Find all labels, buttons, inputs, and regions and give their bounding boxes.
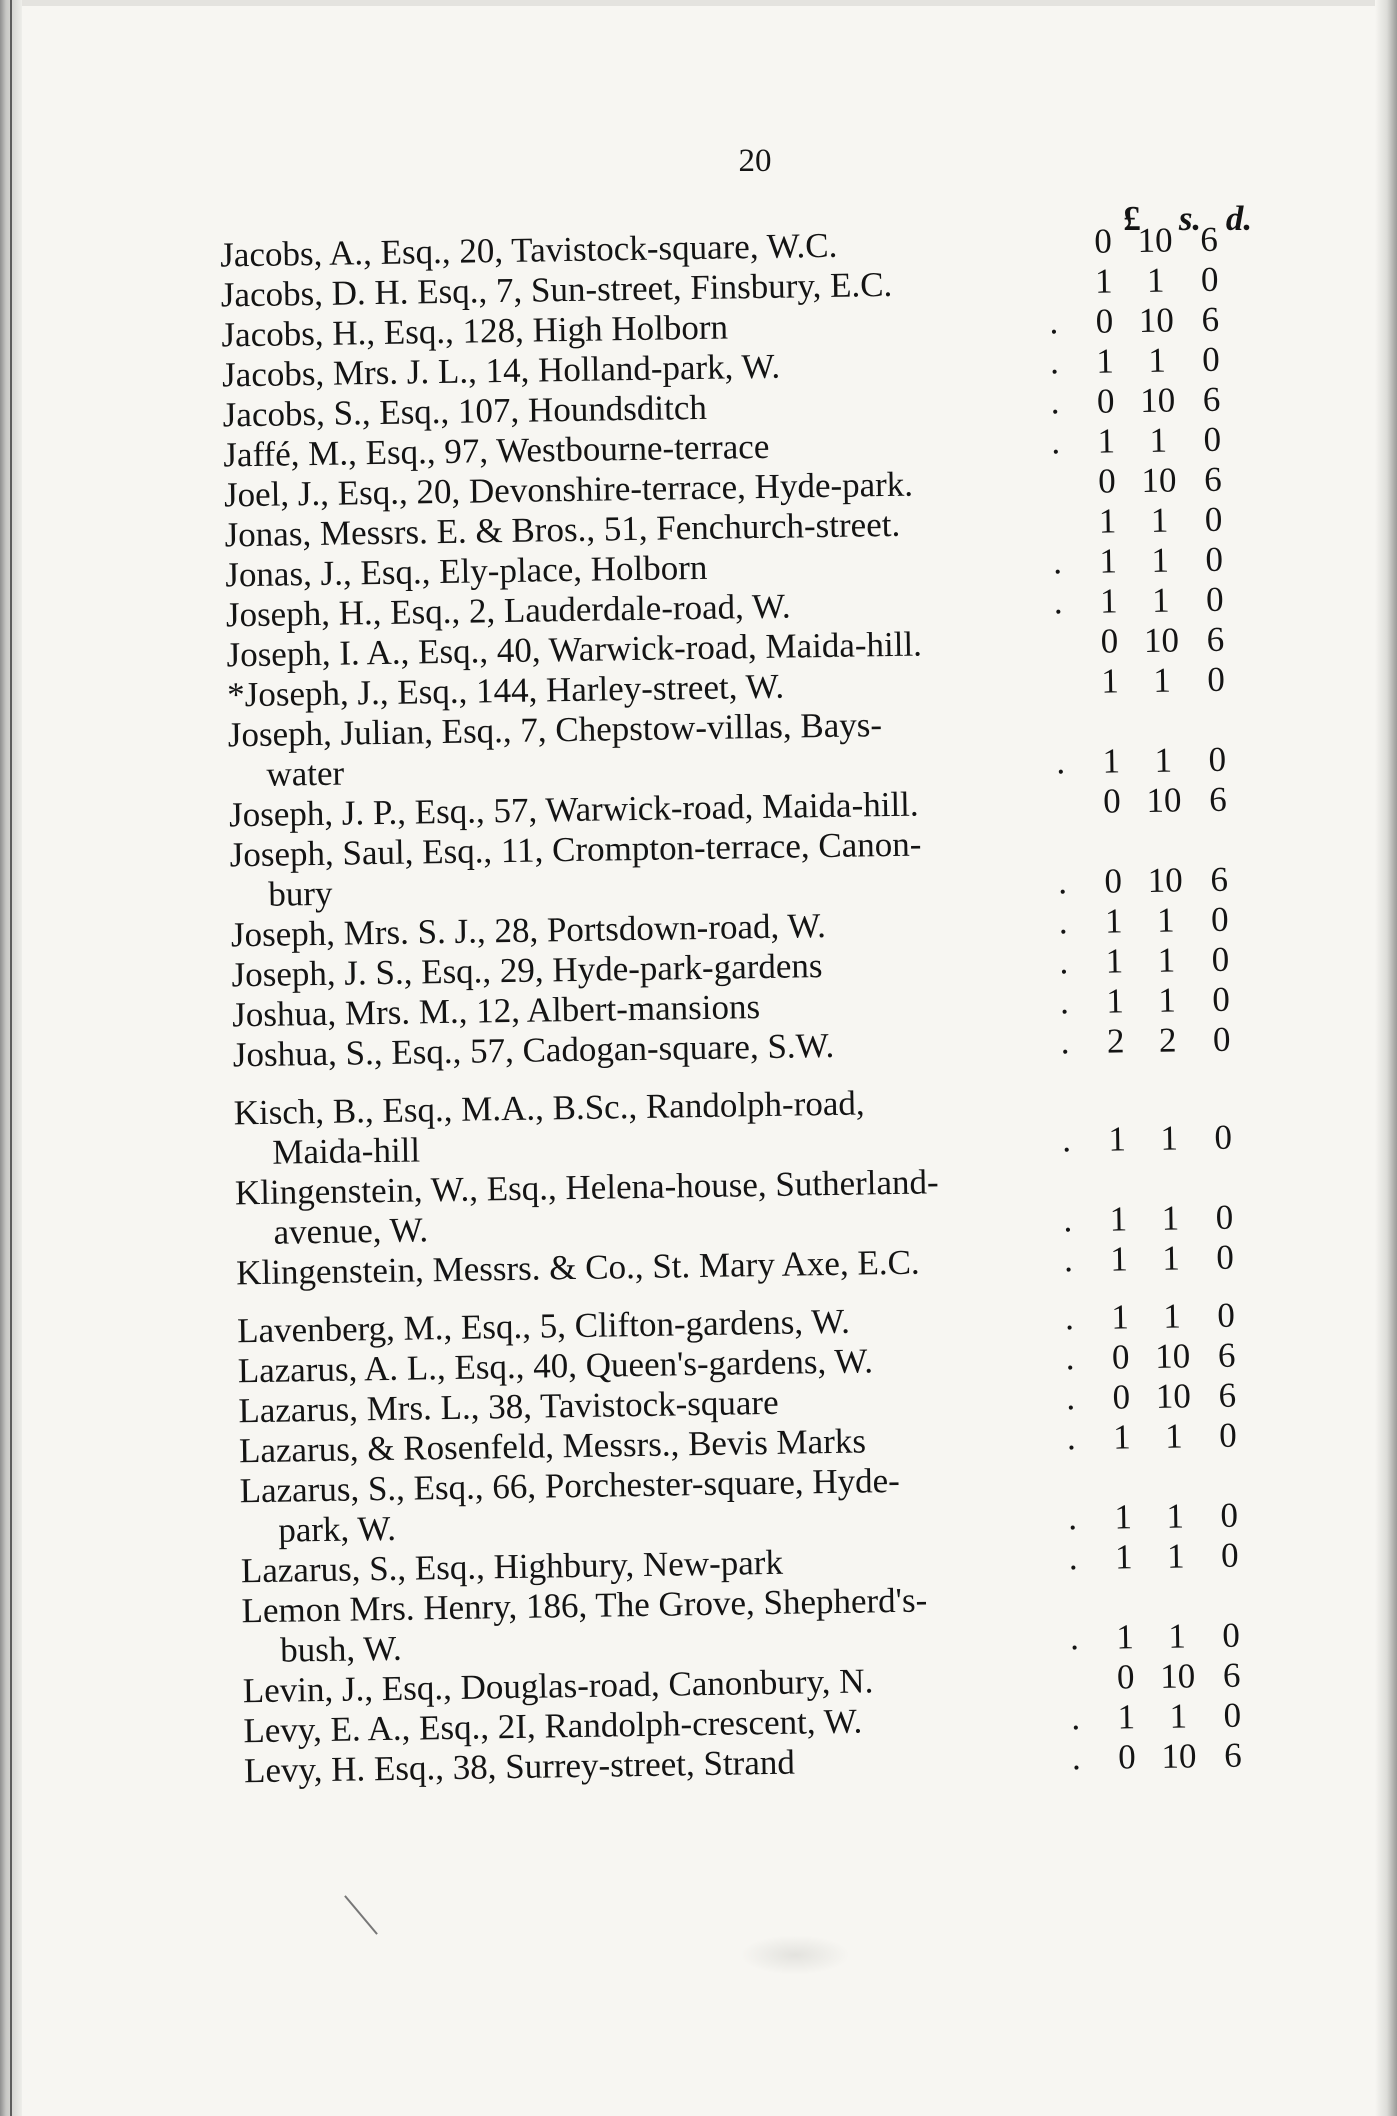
dot-leader: . <box>1052 542 1063 582</box>
entry-name-line: Lemon Mrs. Henry, 186, The Grove, Shepherd's- <box>241 1580 928 1631</box>
pounds-amount: 1 <box>1095 341 1115 381</box>
entry-name-line: *Joseph, J., Esq., 144, Harley-street, W. <box>226 666 785 715</box>
entry-name <box>227 705 882 795</box>
pence-amount: 0 <box>1204 499 1223 540</box>
pounds-column-header: £ <box>1123 199 1141 238</box>
pence-amount: 0 <box>1221 1615 1241 1655</box>
shillings-amount: 10 <box>1146 780 1182 820</box>
paper-stain <box>740 1935 850 1975</box>
dot-leader: . <box>1065 1338 1075 1378</box>
pounds-amount: 0 <box>1096 381 1115 421</box>
entry-name-line: Klingenstein, W., Esq., Helena-house, Sutherland- <box>234 1162 939 1213</box>
entry-name-line: Jacobs, Mrs. J. L., 14, Holland-park, W. <box>221 346 781 395</box>
entry-name <box>229 825 922 916</box>
shillings-amount: 1 <box>1166 1536 1185 1576</box>
pence-amount: 0 <box>1206 659 1226 699</box>
shillings-amount: 1 <box>1152 660 1172 700</box>
entry-name-line: Joseph, J. P., Esq., 57, Warwick-road, Maida-hill. <box>228 784 919 835</box>
pence-amount: 0 <box>1205 539 1224 580</box>
entry-name-line: Joseph, Mrs. S. J., 28, Portsdown-road, W. <box>230 906 827 955</box>
entry-name-line: Levy, H. Esq., 38, Surrey-street, Strand <box>243 1742 796 1791</box>
entry-name-continuation: avenue, W. <box>273 1210 429 1252</box>
entry-name-line: Joel, J., Esq., 20, Devonshire-terrace, Hyde-park. <box>223 464 914 515</box>
pence-amount: 0 <box>1201 339 1221 380</box>
dot-leader: . <box>1049 342 1060 382</box>
shillings-amount: 10 <box>1138 300 1175 341</box>
shillings-amount: 10 <box>1161 1736 1197 1776</box>
pounds-amount: 0 <box>1095 301 1114 341</box>
pence-amount: 6 <box>1203 459 1222 500</box>
pounds-amount: 1 <box>1110 1297 1130 1337</box>
dot-leader: . <box>1063 1240 1074 1280</box>
dot-leader: . <box>1057 862 1068 902</box>
pounds-amount: 1 <box>1099 581 1118 621</box>
pence-amount: 0 <box>1223 1695 1242 1735</box>
pence-amount: 6 <box>1222 1655 1241 1695</box>
pence-amount: 0 <box>1215 1197 1234 1237</box>
shillings-amount: 1 <box>1160 1118 1179 1158</box>
pounds-amount: 1 <box>1100 661 1120 701</box>
entry-name <box>232 1026 834 1075</box>
dot-leader: . <box>1059 942 1069 982</box>
dot-leader: . <box>1059 982 1070 1022</box>
entry-name-line: Jacobs, H., Esq., 128, High Holborn <box>221 307 729 355</box>
pounds-amount: 1 <box>1106 981 1125 1021</box>
pence-amount: 0 <box>1205 579 1224 619</box>
shillings-amount: 1 <box>1147 340 1167 380</box>
pence-amount: 6 <box>1200 219 1219 260</box>
entry-name-line: Joseph, J. S., Esq., 29, Hyde-park-gardens <box>231 946 823 995</box>
pence-column-header: d. <box>1225 199 1253 238</box>
shillings-amount: 1 <box>1167 1616 1187 1656</box>
pence-amount: 0 <box>1216 1237 1235 1277</box>
entry-name-line: Jonas, Messrs. E. & Bros., 51, Fenchurch-street. <box>224 504 901 555</box>
entry-name-line: Levy, E. A., Esq., 2I, Randolph-crescent, W. <box>243 1701 863 1751</box>
pounds-amount: 1 <box>1108 1119 1127 1159</box>
pence-amount: 6 <box>1217 1335 1236 1375</box>
shillings-amount: 1 <box>1169 1696 1188 1736</box>
entry-name-continuation: bury <box>267 873 333 914</box>
shillings-amount: 1 <box>1164 1416 1183 1456</box>
entry-name <box>235 1162 940 1253</box>
dot-leader: . <box>1053 582 1063 622</box>
pence-amount: 0 <box>1211 939 1230 979</box>
shillings-amount: 1 <box>1149 420 1168 460</box>
dot-leader: . <box>1068 1538 1078 1578</box>
shillings-amount: 2 <box>1158 1020 1177 1060</box>
entry-name-line: Lazarus, A. L., Esq., 40, Queen's-gardens, W. <box>237 1341 874 1391</box>
dot-leader: . <box>1067 1498 1078 1538</box>
shillings-amount: 1 <box>1161 1198 1180 1238</box>
shillings-amount: 10 <box>1137 220 1173 261</box>
shillings-amount: 1 <box>1151 580 1170 620</box>
entry-name-line: Joshua, S., Esq., 57, Cadogan-square, S.W. <box>232 1025 835 1075</box>
pounds-amount: 0 <box>1117 1737 1136 1777</box>
pounds-amount: 0 <box>1097 461 1116 501</box>
entry-name-line: Lazarus, & Rosenfeld, Messrs., Bevis Marks <box>238 1421 867 1471</box>
entry-name-line: Lazarus, S., Esq., 66, Porchester-square, Hyde- <box>239 1460 901 1511</box>
entry-name-line: Joseph, Julian, Esq., 7, Chepstow-villas, Bays- <box>227 705 883 755</box>
pounds-amount: 2 <box>1106 1021 1125 1061</box>
entry-name <box>244 1743 795 1792</box>
shillings-amount: 1 <box>1151 540 1170 580</box>
pounds-amount: 1 <box>1114 1497 1133 1537</box>
entry-name-line: Lavenberg, M., Esq., 5, Clifton-gardens, W. <box>236 1301 851 1351</box>
entry-name-line: Jonas, J., Esq., Ely-place, Holborn <box>224 547 708 595</box>
pounds-amount: 1 <box>1109 1199 1128 1239</box>
dot-leader: . <box>1058 902 1068 942</box>
pence-amount: 0 <box>1220 1535 1239 1575</box>
dot-leader: . <box>1060 1022 1070 1062</box>
shillings-amount: 1 <box>1154 740 1173 780</box>
pence-amount: 6 <box>1201 299 1220 340</box>
dot-leader: . <box>1071 1698 1081 1738</box>
pence-amount: 6 <box>1218 1375 1237 1415</box>
shillings-amount: 1 <box>1156 900 1175 940</box>
pounds-amount: 0 <box>1116 1657 1135 1697</box>
shillings-amount: 1 <box>1162 1296 1182 1336</box>
pounds-amount: 1 <box>1110 1239 1129 1279</box>
dot-leader: . <box>1049 302 1059 342</box>
shillings-amount: 10 <box>1155 1376 1192 1416</box>
entry-name-line: Joseph, Saul, Esq., 11, Crompton-terrace, Canon- <box>229 824 922 875</box>
entry-name-continuation: water <box>266 753 345 794</box>
entry-name-line: Joshua, Mrs. M., 12, Albert-mansions <box>231 987 761 1035</box>
pounds-amount: 0 <box>1102 781 1121 821</box>
entry-name-continuation: bush, W. <box>279 1628 403 1670</box>
pounds-amount: 1 <box>1116 1617 1135 1657</box>
entry-name-line: Kisch, B., Esq., M.A., B.Sc., Randolph-road, <box>233 1083 865 1133</box>
shillings-amount: 1 <box>1162 1238 1181 1278</box>
shillings-amount: 1 <box>1166 1496 1185 1536</box>
dot-leader: . <box>1069 1618 1080 1658</box>
dot-leader: . <box>1065 1378 1076 1418</box>
pounds-amount: 0 <box>1112 1377 1131 1417</box>
pence-amount: 0 <box>1218 1415 1237 1455</box>
pounds-amount: 0 <box>1094 221 1113 261</box>
pence-amount: 0 <box>1200 259 1219 300</box>
shillings-amount: 10 <box>1159 1656 1196 1696</box>
entry-name-line: Joseph, I. A., Esq., 40, Warwick-road, Maida-hill. <box>226 624 923 675</box>
entry-name-line: Klingenstein, Messrs. & Co., St. Mary Axe, E.C. <box>235 1242 920 1293</box>
shillings-amount: 1 <box>1158 980 1177 1020</box>
entry-name-line: Jacobs, A., Esq., 20, Tavistock-square, W.C. <box>219 225 838 275</box>
shillings-column-header: s. <box>1178 199 1202 238</box>
shillings-amount: 10 <box>1139 380 1176 421</box>
dot-leader: . <box>1055 742 1066 782</box>
pounds-amount: 0 <box>1111 1337 1130 1377</box>
pounds-amount: 1 <box>1112 1417 1131 1457</box>
pence-amount: 0 <box>1208 739 1227 779</box>
entry-name-line: Lazarus, S., Esq., Highbury, New-park <box>240 1542 784 1591</box>
pence-amount: 6 <box>1202 379 1221 420</box>
shillings-amount: 1 <box>1157 940 1176 980</box>
shillings-amount: 1 <box>1150 500 1169 540</box>
entry-name-continuation: Maida-hill <box>272 1130 421 1172</box>
pounds-amount: 1 <box>1099 541 1118 581</box>
shillings-amount: 1 <box>1146 260 1165 300</box>
pence-amount: 0 <box>1216 1295 1236 1335</box>
entry-name-line: Joseph, H., Esq., 2, Lauderdale-road, W. <box>225 586 791 635</box>
pence-amount: 0 <box>1220 1495 1239 1535</box>
pence-amount: 0 <box>1203 419 1222 460</box>
pounds-amount: 1 <box>1104 901 1123 941</box>
pounds-amount: 1 <box>1117 1697 1136 1737</box>
dot-leader: . <box>1066 1418 1076 1458</box>
dot-leader: . <box>1050 422 1061 462</box>
pence-amount: 0 <box>1210 899 1229 939</box>
pence-amount: 6 <box>1223 1735 1242 1775</box>
entry-name-line: Levin, J., Esq., Douglas-road, Canonbury, N. <box>242 1661 874 1711</box>
shillings-amount: 10 <box>1154 1336 1191 1376</box>
dot-leader: . <box>1050 382 1060 422</box>
pence-amount: 6 <box>1208 779 1227 819</box>
entry-name-line: Jaffé, M., Esq., 97, Westbourne-terrace <box>223 426 770 475</box>
pence-amount: 0 <box>1212 1019 1231 1059</box>
page-number: 20 <box>738 143 772 179</box>
entry-name <box>239 1461 900 1551</box>
dot-leader: . <box>1061 1120 1072 1160</box>
entry-name <box>233 1083 865 1173</box>
shillings-amount: 10 <box>1143 620 1180 660</box>
dot-leader: . <box>1064 1298 1075 1338</box>
pence-amount: 0 <box>1214 1117 1233 1157</box>
entry-name-line: Jacobs, D. H. Esq., 7, Sun-street, Finsbury, E.C. <box>220 264 893 315</box>
shillings-amount: 10 <box>1141 460 1177 501</box>
dot-leader: . <box>1063 1200 1073 1240</box>
pounds-amount: 1 <box>1105 941 1124 981</box>
pence-amount: 6 <box>1206 619 1225 659</box>
pounds-amount: 0 <box>1100 621 1119 661</box>
entry-name-line: Jacobs, S., Esq., 107, Houndsditch <box>222 387 708 435</box>
entry-name-continuation: park, W. <box>277 1508 397 1550</box>
pounds-amount: 1 <box>1102 741 1121 781</box>
entry-name <box>241 1581 928 1672</box>
pence-amount: 0 <box>1211 979 1231 1019</box>
entry-name-line: Lazarus, Mrs. L., 38, Tavistock-square <box>238 1382 779 1431</box>
pounds-amount: 0 <box>1104 861 1123 901</box>
pounds-amount: 1 <box>1097 421 1116 461</box>
shillings-amount: 10 <box>1147 860 1183 900</box>
pounds-amount: 1 <box>1098 501 1117 541</box>
dot-leader: . <box>1071 1738 1082 1778</box>
pounds-amount: 1 <box>1114 1537 1133 1577</box>
pence-amount: 6 <box>1210 859 1229 899</box>
pounds-amount: 1 <box>1094 261 1113 301</box>
